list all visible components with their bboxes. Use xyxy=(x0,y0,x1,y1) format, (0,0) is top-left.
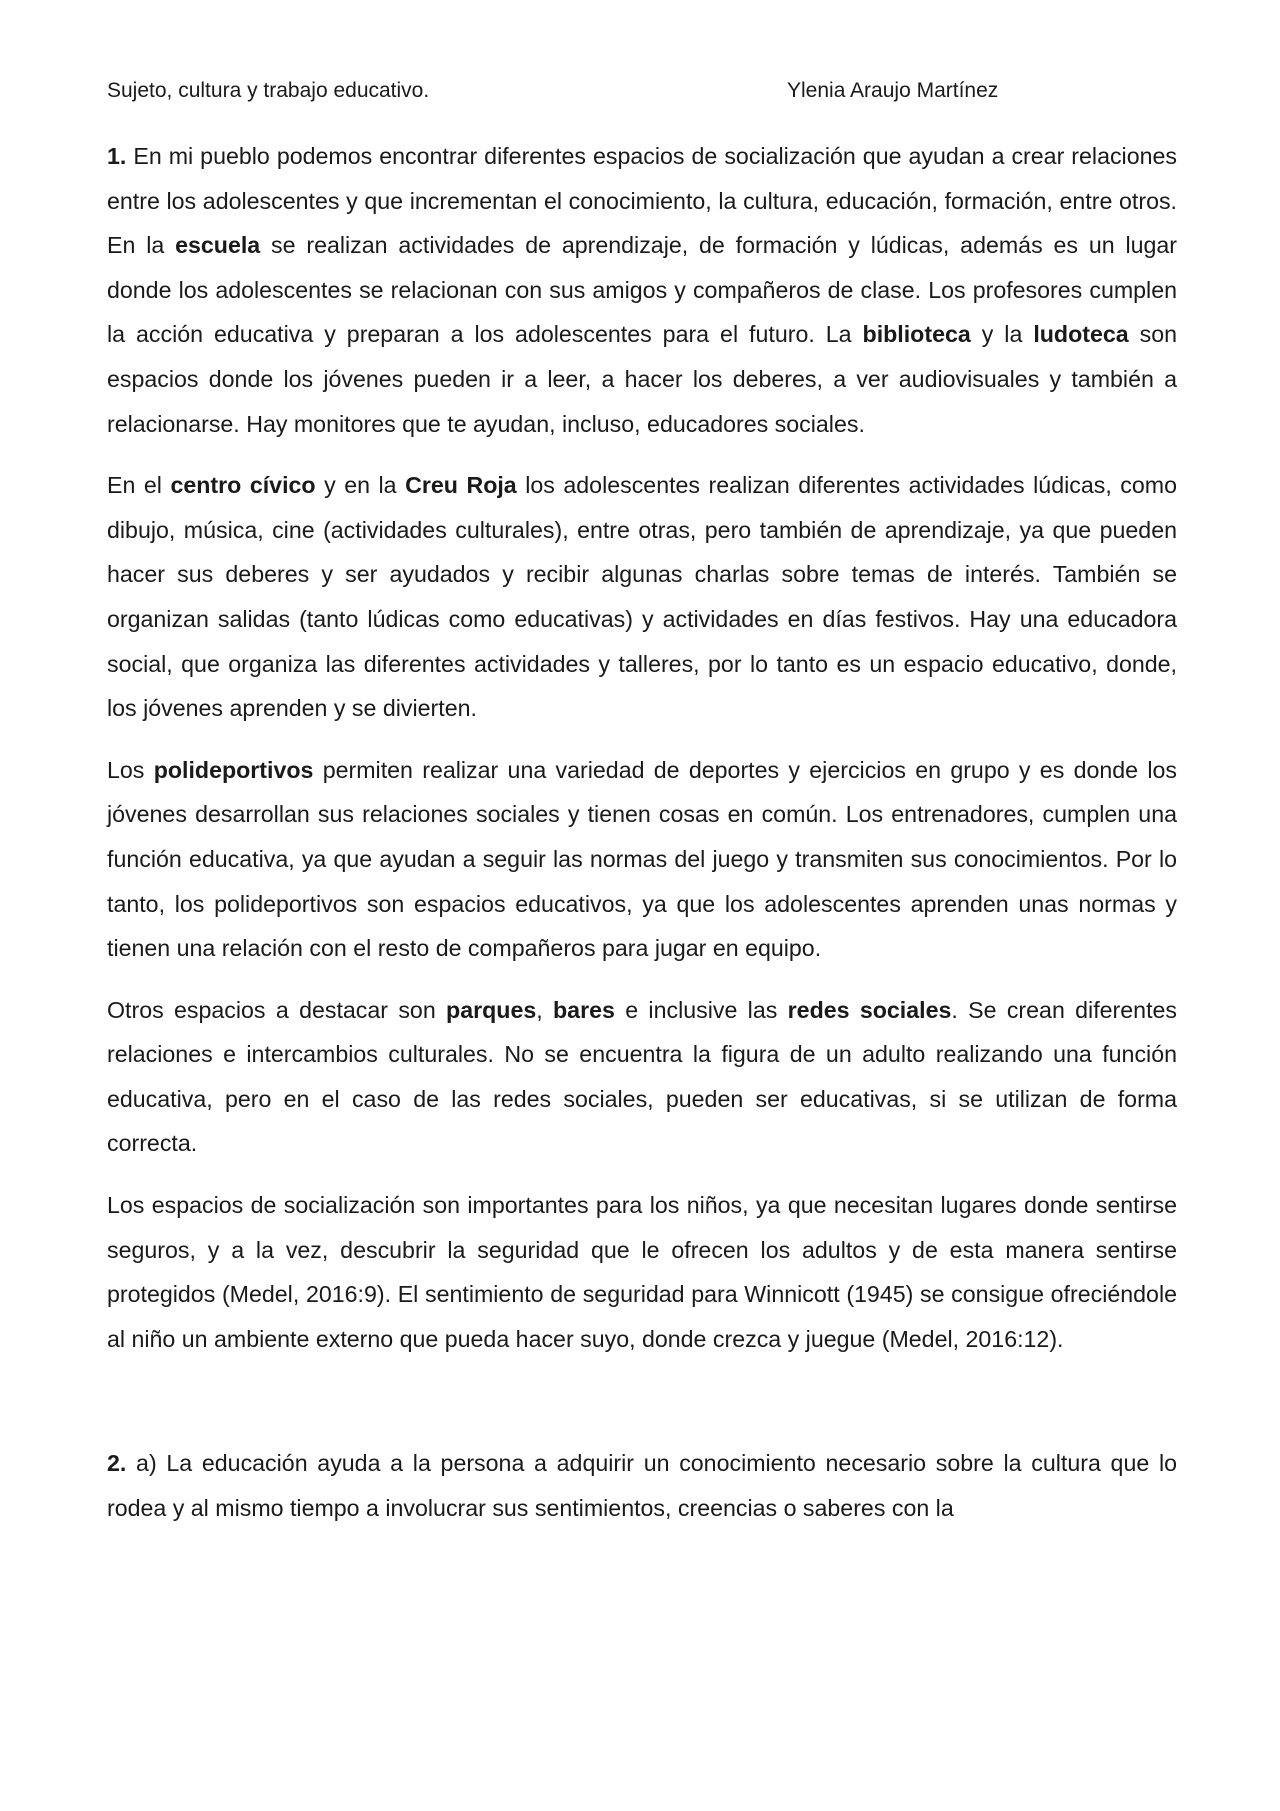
paragraph-2 xyxy=(107,463,1177,731)
paragraph-2-text-b: y en la xyxy=(315,472,406,499)
term-polideportivos: polideportivos xyxy=(153,756,314,783)
paragraph-4-text-c: e inclusive las xyxy=(614,996,788,1023)
term-redes-sociales: redes sociales xyxy=(787,996,952,1023)
term-ludoteca: ludoteca xyxy=(1033,321,1129,348)
paragraph-1-text-b: se realizan actividades de aprendizaje, de formación y lúdicas, además es un lugar donde los adolescentes se relacionan con sus amigos y compañeros de clase. Los profesores cumplen la acción educativa y preparan a los adolescentes para el futuro. La xyxy=(107,232,1178,348)
paragraph-4-text-b: , xyxy=(536,996,554,1023)
paragraph-5-text: Los espacios de socialización son importantes para los niños, ya que necesitan lugares donde sentirse seguros, y a la vez, descubrir la seguridad que le ofrecen los adultos y de esta manera sentirse protegidos (Medel, 2016:9). El sentimiento de seguridad para Winnicott (1945) se consigue ofreciéndole al niño un ambiente externo que pueda hacer suyo, donde crezca y juegue (Medel, 2016:12). xyxy=(107,1192,1177,1352)
paragraph-6 xyxy=(107,1441,1177,1530)
page-header xyxy=(107,76,1177,106)
term-centro-civico: centro cívico xyxy=(170,472,316,499)
paragraph-3-text-b: permiten realizar una variedad de deportes y ejercicios en grupo y es donde los jóvenes desarrollan sus relaciones sociales y tienen cosas en común. Los entrenadores, cumplen una función educativa, ya que ayudan a seguir las normas del juego y transmiten sus conocimientos. Por lo tanto, los polideportivos son espacios educativos, ya que los adolescentes aprenden unas normas y tienen una relación con el resto de compañeros para jugar en equipo. xyxy=(107,756,1177,962)
paragraph-2-text-a: En el xyxy=(107,472,171,499)
paragraph-1-text-d: son espacios donde los jóvenes pueden ir a leer, a hacer los deberes, a ver audiovisuales y también a relacionarse. Hay monitores que te ayudan, incluso, educadores sociales. xyxy=(107,321,1178,437)
paragraph-4-text-a: Otros espacios a destacar son xyxy=(107,996,447,1023)
term-creu-roja: Creu Roja xyxy=(405,472,517,499)
paragraph-2-text-c: los adolescentes realizan diferentes actividades lúdicas, como dibujo, música, cine (actividades culturales), entre otras, pero también de aprendizaje, ya que pueden hacer sus deberes y ser ayudados y recibir algunas charlas sobre temas de interés. También se organizan salidas (tanto lúdicas como educativas) y actividades en días festivos. Hay una educadora social, que organiza las diferentes actividades y talleres, por lo tanto es un espacio educativo, donde, los jóvenes aprenden y se divierten. xyxy=(107,472,1177,722)
paragraph-5 xyxy=(107,1183,1177,1361)
header-author-name: Ylenia Araujo Martínez xyxy=(787,79,999,102)
term-bares: bares xyxy=(553,996,615,1023)
term-escuela: escuela xyxy=(175,232,261,259)
question-number-2: 2. xyxy=(107,1450,127,1477)
paragraph-1 xyxy=(107,134,1177,446)
paragraph-6-text: a) La educación ayuda a la persona a adquirir un conocimiento necesario sobre la cultura que lo rodea y al mismo tiempo a involucrar sus sentimientos, creencias o saberes con la xyxy=(107,1450,1177,1522)
header-course-title: Sujeto, cultura y trabajo educativo. xyxy=(107,79,430,102)
paragraph-4-text-d: . Se crean diferentes relaciones e intercambios culturales. No se encuentra la figura de un adulto realizando una función educativa, pero en el caso de las redes sociales, pueden ser educativas, si se utilizan de forma correcta. xyxy=(107,996,1177,1157)
paragraph-3-text-a: Los xyxy=(107,756,154,783)
term-biblioteca: biblioteca xyxy=(862,321,971,348)
paragraph-1-text-a: En mi pueblo podemos encontrar diferentes espacios de socialización que ayudan a crear relaciones entre los adolescentes y que incrementan el conocimiento, la cultura, educación, formación, entre otros. En la xyxy=(107,143,1177,259)
paragraph-1-text-c: y la xyxy=(970,321,1034,348)
question-number-1: 1. xyxy=(107,143,127,169)
paragraph-3 xyxy=(107,748,1177,971)
term-parques: parques xyxy=(446,996,537,1023)
paragraph-4 xyxy=(107,988,1177,1166)
document-body xyxy=(107,134,1177,1548)
